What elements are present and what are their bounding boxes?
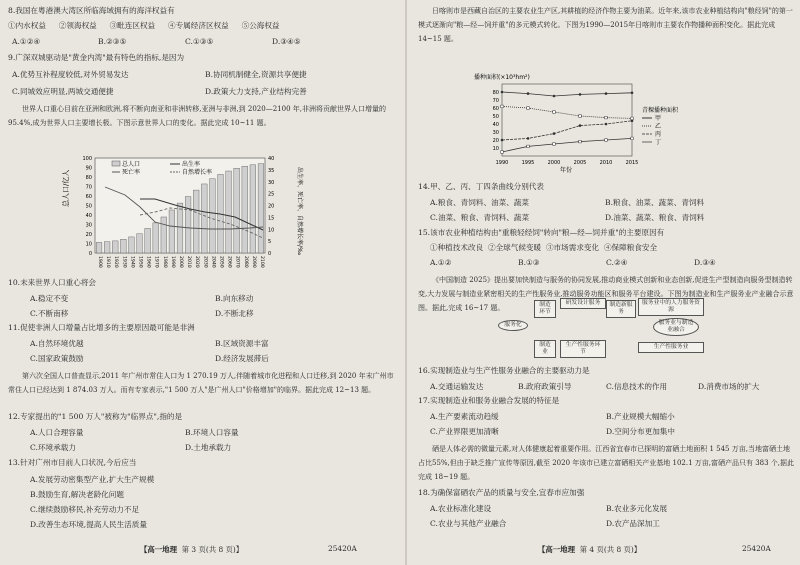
crop-point: [631, 120, 634, 123]
q13-option-c[interactable]: C.继续鼓励移民,补充劳动力不足: [30, 505, 140, 514]
crop-x-tick-label: 1990: [495, 160, 509, 166]
flow-box-3: 生产性服务环节: [560, 340, 606, 358]
x-tick-label: 2020: [194, 256, 200, 268]
crop-y-tick-label: 80: [492, 90, 499, 96]
x-tick-label: 2050: [218, 256, 224, 268]
q13-stem: 13.针对广州市目前人口状况,今后应当: [8, 458, 137, 467]
q10-stem: 10.未来世界人口重心将会: [8, 278, 97, 287]
crop-point: [605, 92, 608, 95]
population-bar: [210, 179, 216, 253]
q9-option-d[interactable]: D.政策大力支持,产业结构完善: [205, 87, 307, 96]
crop-x-tick-label: 1995: [521, 160, 535, 166]
page-3-code: 25420A: [328, 544, 357, 553]
crop-point: [605, 139, 608, 142]
world-population-chart: [60, 152, 305, 270]
q17-option-d[interactable]: D.空间分布更加集中: [606, 427, 675, 436]
left-tick-label: 70: [85, 184, 92, 191]
crop-y-tick-label: 40: [492, 122, 499, 128]
q11-stem: 11.促使非洲人口增量占比增多的主要原因最可能是非洲: [8, 323, 195, 332]
svg-text:丁: 丁: [655, 139, 662, 146]
population-bar: [161, 217, 167, 253]
flow-box-2: 制造业: [534, 340, 556, 358]
population-bar: [129, 237, 135, 253]
population-bar: [234, 168, 240, 253]
crop-x-tick-label: 2015: [625, 160, 639, 166]
population-bar: [193, 190, 199, 253]
crop-series-丙: [502, 121, 632, 140]
crop-point: [501, 151, 504, 154]
svg-text:乙: 乙: [655, 123, 662, 130]
left-tick-label: 50: [85, 203, 92, 210]
q15-option-a[interactable]: A.①②: [430, 258, 452, 267]
right-tick-label: 15: [268, 215, 275, 222]
crop-point: [527, 92, 530, 95]
population-bar: [96, 242, 102, 253]
intro-12-13: 第六次全国人口普查显示,2011 年广州市常住人口为 1 270.19 万人,伴随着城市化进程和人口迁移,到 2020 年末广州市常住人口已经达到 1 874.03 万人。而有专家表示,"1 500 万人"是广州人口"价格增加"的临界。据此完成 12~13 题。: [8, 372, 394, 394]
q8-items: ①内水权益 ②领海权益 ③毗连区权益 ④专属经济区权益 ⑤公海权益: [8, 21, 280, 30]
q8-option-b[interactable]: B.②③⑤: [98, 37, 127, 46]
flow-right-1: 服务业中的人力服务资源: [638, 298, 704, 316]
q15-option-c[interactable]: C.②④: [606, 258, 628, 267]
q9-option-a[interactable]: A.优势互补程度较低,对外贸易发达: [12, 70, 129, 79]
q14-option-c[interactable]: C.油菜、粮食、青饲料、蔬菜: [430, 213, 530, 222]
crop-x-tick-label: 2010: [599, 160, 613, 166]
crop-point: [501, 139, 504, 142]
population-bar: [153, 223, 159, 253]
population-bar: [201, 184, 207, 253]
crop-point: [501, 91, 504, 94]
svg-text:丙: 丙: [655, 131, 662, 138]
q16-option-d[interactable]: D.消费市场的扩大: [698, 382, 760, 391]
flow-right-2: 服务业与制造业融合: [653, 318, 699, 336]
q14-stem: 14.甲、乙、丙、丁四条曲线分别代表: [418, 182, 544, 191]
q8-option-d[interactable]: D.③④⑤: [272, 37, 301, 46]
crop-point: [579, 124, 582, 127]
crop-series-甲: [502, 92, 632, 96]
q12-stem: 12.专家提出的"1 500 万人"被称为"临界点",指的是: [8, 412, 183, 421]
q16-stem: 16.实现制造业与生产性服务业融合的主要驱动力是: [418, 366, 590, 375]
crop-chart-xlabel: 年份: [560, 167, 573, 174]
crop-x-tick-label: 2000: [547, 160, 561, 166]
intro-14-15: 日喀则市是西藏自治区的主要农业生产区,其耕植的经济作物主要为油菜。近年来,该市农业种植结构向"粮经饲"的第一模式逐渐向"粮—经—饲并重"的多元模式转化。下图为1990—2015年日喀则市主要农作物播种面积变化。据此完成 14~15 题。: [418, 7, 793, 43]
left-axis-label: 总人口/亿人: [62, 169, 70, 207]
crop-x-ticks: [496, 160, 639, 166]
population-bar: [169, 210, 175, 253]
q13-option-a[interactable]: A.发展劳动密集型产业,扩大生产规模: [30, 475, 155, 484]
q14-option-b[interactable]: B.粮食、油菜、蔬菜、青饲料: [605, 198, 705, 207]
right-tick-label: 30: [268, 179, 275, 186]
crop-x-tick-label: 2005: [573, 160, 587, 166]
flow-mid-2: 制造新服务: [606, 300, 636, 318]
intro-18-19: 硒是人体必需的微量元素,对人体健康起着重要作用。江西省宜春市已探明的富硒土地面积 1 545 万亩,当地富硒土地占比55%,但由于缺乏推广宣传等原因,截至 2020 年该市已建立富硒相关产业基地 102.1 万亩,富硒产品只有 383 个,据此完成 18~19 题。: [418, 445, 795, 481]
population-bar: [177, 203, 183, 253]
crop-point: [553, 143, 556, 146]
page-4-code: 25420A: [742, 544, 771, 553]
crop-point: [527, 137, 530, 140]
crop-point: [553, 95, 556, 98]
x-tick-label: 2060: [226, 256, 232, 268]
crop-point: [579, 140, 582, 143]
flow-right-3: 生产性服务业: [638, 342, 704, 353]
flow-box-1: 制造环节: [534, 300, 556, 318]
x-tick-label: 2090: [250, 256, 256, 268]
x-tick-label: 2010: [186, 256, 192, 268]
q16-option-b[interactable]: B.政府政策引导: [518, 382, 572, 391]
q12-option-a[interactable]: A.人口合理容量: [30, 428, 84, 437]
page-4-footer: 【高一地理 第 4 页(共 8 页)】: [538, 545, 642, 554]
crop-y-tick-label: 50: [492, 114, 499, 120]
q8-option-c[interactable]: C.①③⑤: [185, 37, 214, 46]
left-axis-ticks: [82, 156, 92, 257]
right-axis-ticks: [268, 156, 274, 257]
x-tick-label: 2040: [210, 256, 216, 268]
crop-point: [553, 132, 556, 135]
crop-y-tick-label: 30: [492, 130, 499, 136]
q17-option-c[interactable]: C.产业界限更加清晰: [430, 427, 499, 436]
left-tick-label: 100: [82, 156, 92, 162]
crop-legend: [642, 106, 679, 146]
population-bar: [242, 166, 248, 253]
svg-text:甲: 甲: [655, 115, 662, 122]
flow-mid-1: 研发设计服务: [560, 298, 606, 309]
x-tick-label: 1960: [145, 256, 151, 268]
population-bar: [112, 241, 118, 253]
q18-option-d[interactable]: D.农产品深加工: [606, 519, 660, 528]
right-tick-label: 20: [268, 203, 275, 210]
q9-option-b[interactable]: B.协同机制健全,资源共享便捷: [205, 70, 307, 79]
q10-option-d[interactable]: D.不断北移: [215, 309, 254, 318]
population-bar: [250, 165, 256, 253]
q13-option-b[interactable]: B.鼓励生育,解决老龄化问题: [30, 490, 124, 499]
x-tick-label: 1930: [121, 256, 127, 268]
industry-fusion-diagram: [498, 296, 708, 360]
svg-text:总人口: 总人口: [122, 161, 141, 168]
crop-point: [553, 111, 556, 114]
crop-series-lines: [501, 91, 634, 154]
q10-option-a[interactable]: A.稳定不变: [30, 294, 69, 303]
q15-items: ①种植技术改良 ②全球气候变暖 ③市场需求变化 ④保障粮食安全: [430, 243, 658, 252]
crop-point: [605, 123, 608, 126]
x-tick-label: 1940: [129, 256, 135, 268]
q8-stem: 8.我国在粤港澳大湾区所临海域拥有的海洋权益有: [8, 6, 175, 15]
page-4: [410, 0, 800, 565]
x-tick-label: 2100: [258, 256, 264, 268]
x-tick-label: 1920: [113, 256, 119, 268]
q10-option-b[interactable]: B.向东移动: [215, 294, 254, 303]
q12-option-b[interactable]: B.环境人口容量: [185, 428, 239, 437]
intro-10-11: 世界人口重心目前在亚洲和欧洲,将不断向南亚和非洲转移,亚洲与非洲,到 2020—2100 年,非洲将贡献世界人口增量的 95.4%,成为世界人口主要增长极。下图示意世界人口的变化。据此完成 10~11 题。: [8, 105, 386, 127]
crop-point: [631, 117, 634, 120]
q14-option-d[interactable]: D.油菜、蔬菜、粮食、青饲料: [605, 213, 705, 222]
q16-option-c[interactable]: C.信息技术的作用: [606, 382, 668, 391]
q11-option-d[interactable]: D.经济发展滞后: [215, 354, 269, 363]
left-tick-label: 60: [85, 194, 92, 200]
crop-point: [527, 107, 530, 110]
x-tick-label: 2000: [178, 256, 183, 268]
q17-stem: 17.实现制造业和服务业融合发展的特征是: [418, 396, 560, 405]
left-tick-label: 90: [85, 165, 92, 172]
population-bar: [185, 197, 191, 253]
crop-point: [527, 145, 530, 148]
crop-series-乙: [502, 106, 632, 118]
x-tick-label: 1900: [97, 256, 103, 268]
population-bar: [120, 239, 126, 253]
x-tick-label: 1950: [137, 256, 143, 268]
x-tick-label: 2080: [242, 256, 248, 268]
q11-option-c[interactable]: C.国家政策鼓励: [30, 354, 84, 363]
crop-area-chart: [472, 72, 712, 174]
svg-text:自然增长率: 自然增长率: [182, 169, 213, 176]
right-tick-label: 35: [268, 167, 275, 174]
x-tick-label: 1970: [153, 256, 159, 268]
crop-y-tick-label: 20: [492, 138, 499, 144]
population-bar: [226, 171, 232, 253]
svg-text:出生率: 出生率: [182, 161, 201, 168]
population-bar: [145, 228, 151, 253]
flow-left-node: 服务化: [498, 320, 528, 331]
left-tick-label: 30: [85, 222, 92, 229]
right-tick-label: 10: [268, 227, 275, 234]
population-bar: [137, 234, 143, 253]
q11-option-a[interactable]: A.自然环境优越: [30, 339, 84, 348]
q17-option-b[interactable]: B.产业规模大幅缩小: [606, 412, 675, 421]
crop-point: [631, 137, 634, 140]
svg-text:青稞播种面积: 青稞播种面积: [642, 107, 679, 114]
q18-option-a[interactable]: A.农业标准化建设: [430, 504, 492, 513]
q11-option-b[interactable]: B.区域资源丰富: [215, 339, 269, 348]
x-tick-label: 2070: [234, 256, 240, 268]
q18-option-b[interactable]: B.农业多元化发展: [606, 504, 668, 513]
right-tick-label: 0: [268, 251, 272, 257]
svg-text:死亡率: 死亡率: [122, 169, 141, 176]
left-tick-label: 40: [85, 213, 92, 219]
right-tick-label: 25: [268, 191, 275, 198]
q17-option-a[interactable]: A.生产要素流动趋缓: [430, 412, 499, 421]
q15-option-b[interactable]: B.①③: [518, 258, 540, 267]
population-bar: [104, 242, 110, 253]
left-tick-label: 10: [85, 241, 92, 248]
crop-series-丁: [502, 138, 632, 152]
population-bar: [258, 164, 264, 253]
page-divider: [405, 0, 407, 565]
q10-option-c[interactable]: C.不断南移: [30, 309, 69, 318]
crop-y-ticks: [493, 90, 499, 152]
crop-y-tick-label: 10: [492, 146, 499, 152]
q9-option-c[interactable]: C.同城效应明显,两城交通便捷: [12, 87, 114, 96]
q15-option-d[interactable]: D.③④: [694, 258, 716, 267]
q18-option-c[interactable]: C.农业与其他产业融合: [430, 519, 507, 528]
intro-16-17: 《中国制造 2025》提出要加快制造与服务的协同发展,推动商业模式创新和业态创新,促进生产型制造向服务型制造转变,大力发展与制造业紧密相关的生产性服务业,推动服务功能区和服务平台建设。下图为制造业和生产服务业产业融合示意图。据此,完成 16~17 题。: [418, 276, 794, 312]
x-tick-label: 1910: [105, 256, 111, 268]
crop-point: [501, 105, 504, 108]
q12-option-c[interactable]: C.环境承载力: [30, 443, 76, 452]
crop-y-tick-label: 60: [492, 106, 499, 112]
right-axis-label: 出生率、死亡率、自然增长率/‰: [296, 167, 303, 256]
crop-point: [579, 115, 582, 118]
crop-point: [579, 93, 582, 96]
q16-option-a[interactable]: A.交通运输发达: [430, 382, 484, 391]
crop-point: [605, 116, 608, 119]
left-tick-label: 80: [85, 175, 92, 181]
crop-point: [631, 92, 634, 95]
crop-y-tick-label: 70: [492, 98, 499, 104]
x-tick-label: 1980: [161, 256, 167, 268]
q15-stem: 15.该市农业种植结构由"重粮轻经饲"转向"粮—经—饲并重"的主要原因有: [418, 228, 665, 237]
x-tick-label: 2030: [202, 256, 208, 268]
left-tick-label: 20: [85, 232, 92, 238]
q8-option-a[interactable]: A.①②④: [12, 37, 41, 46]
crop-chart-ylabel: 播种面积(×10³hm²): [474, 74, 530, 81]
q14-option-a[interactable]: A.粮食、青饲料、油菜、蔬菜: [430, 198, 530, 207]
q12-option-d[interactable]: D.土地承载力: [185, 443, 232, 452]
right-tick-label: 40: [268, 156, 275, 162]
x-axis-ticks: [97, 256, 265, 268]
q13-option-d[interactable]: D.改善生态环境,提高人民生活质量: [30, 520, 147, 529]
right-tick-label: 5: [268, 239, 272, 246]
q18-stem: 18.为确保富硒农产品的质量与安全,宜春市应加强: [418, 488, 585, 497]
left-tick-label: 0: [88, 251, 92, 257]
page-3-footer: 【高一地理 第 3 页(共 8 页)】: [140, 545, 244, 554]
q9-stem: 9.广深双城驱动是"黄金内湾"最有特色的指标,是因为: [8, 53, 185, 62]
x-tick-label: 1990: [169, 256, 175, 268]
